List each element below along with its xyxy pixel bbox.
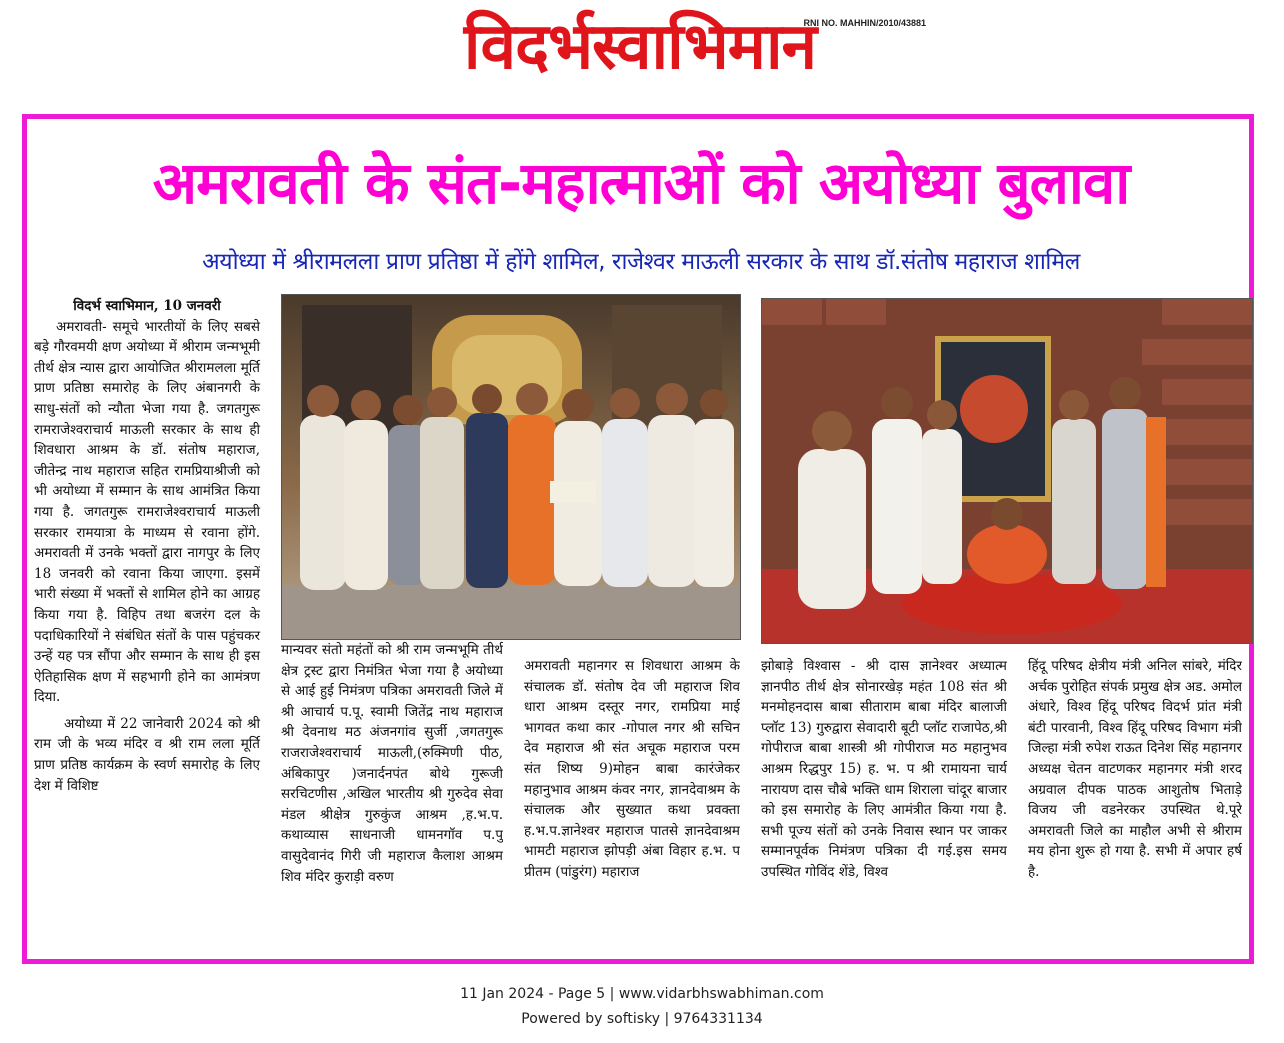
dateline: विदर्भ स्वाभिमान, 10 जनवरी: [73, 298, 221, 314]
article-headline: अमरावती के संत-महात्माओं को अयोध्या बुलावा: [152, 149, 1130, 217]
photo-invitation-ceremony-2: [761, 298, 1253, 644]
paragraph: हिंदू परिषद क्षेत्रीय मंत्री अनिल सांबरे, मंदिर अर्चक पुरोहित संपर्क प्रमुख क्षेत्र अड. अमोल अंधारे, विश्व हिंदू परिषद विदर्भ प्रांत मंत्री बंटी पारवानी, विश्व हिंदू परिषद विभाग मंत्री जिल्हा मंत्री रुपेश राऊत दिनेश सिंह महानगर अध्यक्ष चेतन वाटणकर महानगर मंत्री शरद अग्रवाल दीपक पाठक आशुतोष भिताड़े विजय जी वडनेरकर उपस्थित थे.पूरे अमरावती जिले का माहौल अभी से श्रीराम मय होना शुरू हो गया है. सभी में अपार हर्ष है.: [1028, 658, 1242, 880]
paragraph: अयोध्या में 22 जानेवारी 2024 को श्री राम जी के भव्य मंदिर व श्री राम लला मूर्ति प्राण प्रतिष्ठ कार्यक्रम के स्वर्ण समारोह के लिए देश में विशिष्ट: [34, 715, 260, 794]
article-column-3: [524, 656, 740, 950]
photo-graphic: [282, 295, 740, 639]
article-column-5: [1028, 656, 1242, 950]
article-column-4: [761, 656, 1007, 950]
rni-number: RNI NO. MAHHIN/2010/43881: [803, 18, 926, 28]
newspaper-title: विदर्भस्वाभिमान: [463, 10, 817, 84]
footer-powered-by: Powered by softisky | 9764331134: [521, 1011, 763, 1027]
paragraph: अमरावती- समूचे भारतीयों के लिए सबसे बड़े गौरवमयी क्षण अयोध्या में श्रीराम जन्मभूमी तीर्थ क्षेत्र न्यास द्वारा आयोजित श्रीरामलला मूर्ति प्राण प्रतिष्ठा समारोह के लिए अंबानगरी के साधु-संतों को न्यौता भेजा गया है. जगतगुरू रामराजेश्वराचार्य माऊली सरकार के साथ ही शिवधारा आश्रम के डॉ. संतोष महाराज, जीतेन्द्र नाथ महाराज सहित रामप्रियाश्रीजी को भी अयोध्या में सम्मान के साथ आमंत्रित किया गया है. जगतगुरू रामराजेश्वराचार्य माऊली सरकार रामयात्रा के माध्यम से रवाना होंगे. अमरावती में उनके भक्तों द्वारा नागपुर के लिए 18 जनवरी को रवाना किया जाएगा. इसमें भारी संख्या में भक्तों से शामिल होने का आग्रह किया गया है. विहिप तथा बजरंग दल के पदाधिकारियों ने संबंधित संतों के पास पहुंचकर उन्हें यह पत्र सौंपा और सम्मान के साथ ही इस ऐतिहासिक क्षण में सहभागी होने का आमंत्रण दिया.: [34, 318, 260, 706]
article-column-2: [281, 640, 503, 950]
photo-graphic: [762, 299, 1252, 643]
masthead: [340, 4, 940, 94]
paragraph: झोबाड़े विश्वास - श्री दास ज्ञानेश्वर अध्यात्म ज्ञानपीठ तीर्थ क्षेत्र सोनारखेड़ महंत 108 संत श्री मनमोहनदास बाबा सीताराम बाबा मंदिर बालाजी प्लॉट 13) गुरुद्वारा सेवादारी बूटी प्लॉट राजापेठ,श्री गोपीराज बाबा शास्त्री श्री गोपीराज मठ महानुभव आश्रम रिद्धपुर 15) ह. भ. प श्री रामायना चार्य नारायण दास चौबे भक्ति धाम शिराला चांदूर बाजार को इस समारोह के लिए आमंत्रीत किया गया है. सभी पूज्य संतों को उनके निवास स्थान पर जाकर सम्मानपूर्वक निमंत्रण पत्रिका दी गई.इस समय उपस्थित गोविंद शेंडे, विश्व: [761, 658, 1007, 880]
photo-invitation-ceremony-1: [281, 294, 741, 640]
paragraph: अमरावती महानगर स शिवधारा आश्रम के संचालक डॉ. संतोष देव जी महाराज शिव धारा आश्रम दस्तूर नगर, रामप्रिया माई भागवत कथा कार -गोपाल नगर श्री सचिन देव महाराज श्री संत अचूक महाराज परम संत शिष्य 9)मोहन बाबा कारंजेकर महानुभाव आश्रम कंवर नगर, ज्ञानदेवाश्रम के संचालक और सुख्यात कथा प्रवक्ता ह.भ.प.ज्ञानेश्वर महाराज पातसे ज्ञानदेवाश्रम भामटी महाराज झोपड़ी अंबा विहार ह.भ. प प्रीतम (पांडुरंग) महाराज: [524, 658, 740, 880]
footer-date-website: 11 Jan 2024 - Page 5 | www.vidarbhswabhiman.com: [460, 986, 824, 1002]
paragraph: मान्यवर संतो महंतों को श्री राम जन्मभूमि तीर्थ क्षेत्र ट्रस्ट द्वारा निमंत्रित भेजा गया है अयोध्या से आई हुई निमंत्रण पत्रिका अमरावती जिले में श्री आचार्य प.पू. स्वामी जितेंद्र नाथ महाराज श्री देवनाथ मठ अंजनगांव सुर्जी ,जगतगुरू राजराजेश्वराचार्य माऊली,(रुक्मिणी पीठ, अंबिकापुर )जनार्दनपंत बोथे गुरूजी सरचिटणीस ,अखिल भारतीय श्री गुरुदेव सेवा मंडल श्रीक्षेत्र गुरुकुंज आश्रम ,ह.भ.प. कथाव्यास साधनाजी धामनगॉव प.पु वासुदेवानंद गिरी जी महाराज कैलाश आश्रम शिव मंदिर कुराड़ी वरुण: [281, 642, 503, 885]
article-column-1: [34, 296, 260, 948]
article-subhead: अयोध्या में श्रीरामलला प्राण प्रतिष्ठा में होंगे शामिल, राजेश्वर माऊली सरकार के साथ डॉ.संतोष महाराज शामिल: [202, 249, 1080, 275]
